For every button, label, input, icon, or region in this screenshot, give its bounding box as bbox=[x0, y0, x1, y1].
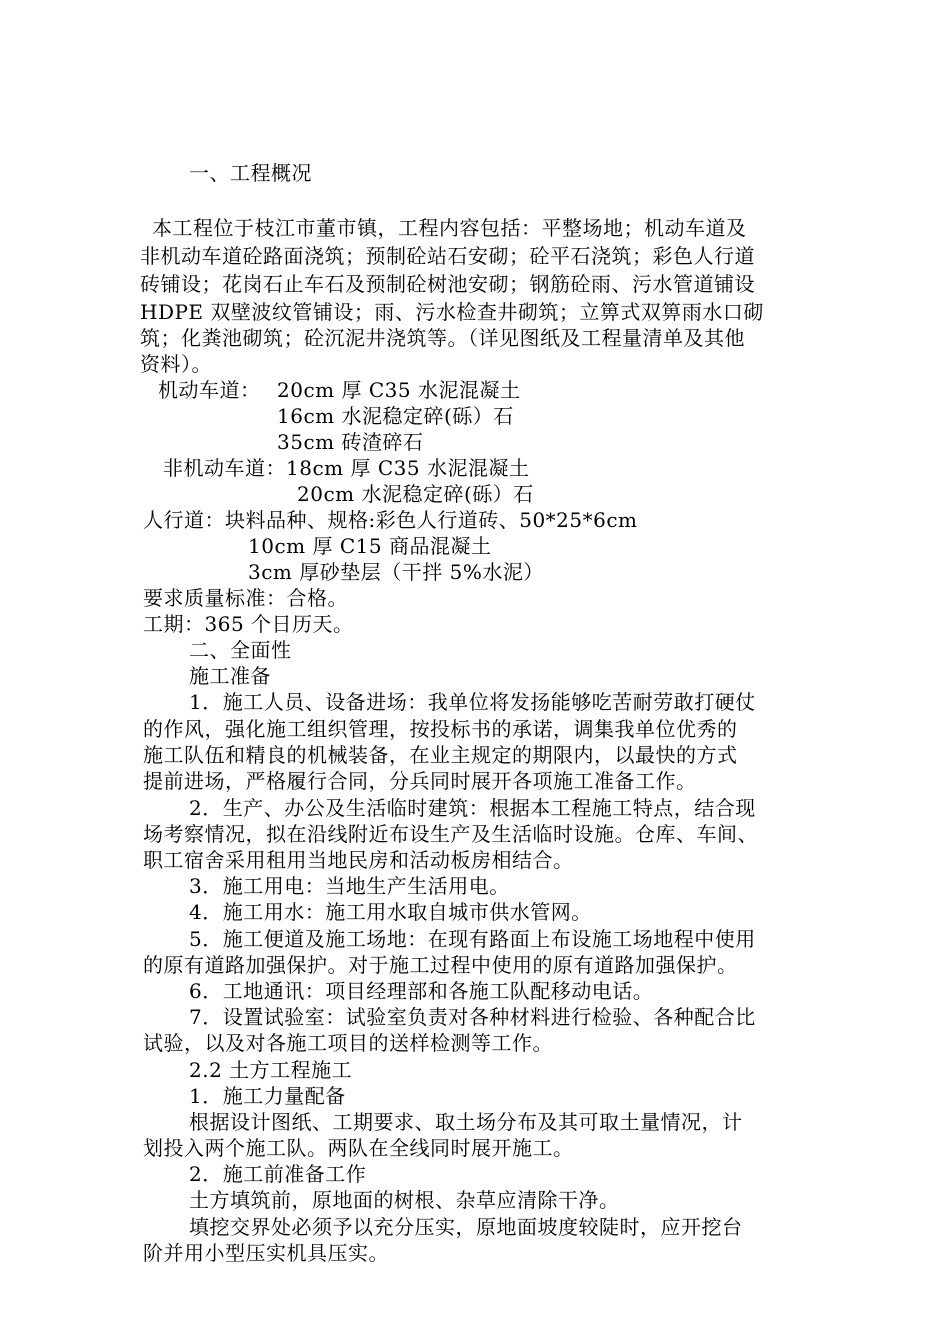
spec-line: 20cm 厚 C35 水泥混凝土 bbox=[277, 378, 521, 402]
paragraph-line: 6．工地通讯：项目经理部和各施工队配移动电话。 bbox=[189, 979, 654, 1003]
spec-label-motor-lane: 机动车道： bbox=[158, 378, 261, 402]
paragraph-line: 试验，以及对各施工项目的送样检测等工作。 bbox=[143, 1031, 553, 1055]
paragraph-line: 7．设置试验室：试验室负责对各种材料进行检验、各种配合比 bbox=[189, 1005, 756, 1029]
paragraph-line: HDPE 双壁波纹管铺设；雨、污水检查井砌筑；立箅式双箅雨水口砌 bbox=[140, 300, 764, 324]
paragraph-line: 划投入两个施工队。两队在全线同时展开施工。 bbox=[143, 1136, 574, 1160]
paragraph-line: 2．生产、办公及生活临时建筑：根据本工程施工特点，结合现 bbox=[189, 796, 756, 820]
subheading-earthwork: 2.2 土方工程施工 bbox=[189, 1058, 353, 1082]
subheading-workforce: 1．施工力量配备 bbox=[189, 1084, 346, 1108]
paragraph-line: 提前进场，严格履行合同，分兵同时展开各项施工准备工作。 bbox=[143, 769, 697, 793]
spec-line: 10cm 厚 C15 商品混凝土 bbox=[248, 534, 492, 558]
paragraph-line: 的原有道路加强保护。对于施工过程中使用的原有道路加强保护。 bbox=[143, 953, 738, 977]
construction-period: 工期：365 个日历天。 bbox=[143, 612, 354, 636]
paragraph-line: 砖铺设；花岗石止车石及预制砼树池安砌；钢筋砼雨、污水管道铺设 bbox=[140, 272, 755, 296]
paragraph-line: 职工宿舍采用租用当地民房和活动板房相结合。 bbox=[143, 848, 574, 872]
paragraph-line: 1．施工人员、设备进场：我单位将发扬能够吃苦耐劳敢打硬仗 bbox=[189, 690, 756, 714]
section-heading-project-overview: 一、工程概况 bbox=[189, 161, 312, 185]
spec-line: 3cm 厚砂垫层（干拌 5%水泥） bbox=[248, 560, 544, 584]
paragraph-line: 的作风，强化施工组织管理，按投标书的承诺，调集我单位优秀的 bbox=[143, 717, 738, 741]
paragraph-line: 场考察情况，拟在沿线附近布设生产及生活临时设施。仓库、车间、 bbox=[143, 822, 758, 846]
section-heading-comprehensive: 二、全面性 bbox=[189, 638, 292, 662]
spec-line: 16cm 水泥稳定碎(砾）石 bbox=[277, 404, 514, 428]
paragraph-line: 4．施工用水：施工用水取自城市供水管网。 bbox=[189, 900, 592, 924]
paragraph-line: 土方填筑前，原地面的树根、杂草应清除干净。 bbox=[189, 1188, 620, 1212]
paragraph-line: 本工程位于枝江市董市镇，工程内容包括：平整场地；机动车道及 bbox=[152, 216, 747, 240]
subheading-pre-work: 2．施工前准备工作 bbox=[189, 1162, 367, 1186]
spec-line-sidewalk: 人行道：块料品种、规格:彩色人行道砖、50*25*6cm bbox=[143, 508, 638, 532]
spec-line: 35cm 砖渣碎石 bbox=[277, 430, 424, 454]
spec-line: 20cm 水泥稳定碎(砾）石 bbox=[297, 482, 534, 506]
paragraph-line: 5．施工便道及施工场地：在现有路面上布设施工场地程中使用 bbox=[189, 927, 756, 951]
quality-standard: 要求质量标准：合格。 bbox=[143, 586, 348, 610]
spec-line-non-motor-lane: 非机动车道：18cm 厚 C35 水泥混凝土 bbox=[163, 456, 530, 480]
paragraph-line: 非机动车道砼路面浇筑；预制砼站石安砌；砼平石浇筑；彩色人行道 bbox=[140, 244, 755, 268]
subheading-preparation: 施工准备 bbox=[189, 664, 271, 688]
paragraph-line: 施工队伍和精良的机械装备，在业主规定的期限内，以最快的方式 bbox=[143, 743, 738, 767]
paragraph-line: 阶并用小型压实机具压实。 bbox=[143, 1241, 389, 1265]
paragraph-line: 根据设计图纸、工期要求、取土场分布及其可取土量情况，计 bbox=[189, 1110, 743, 1134]
paragraph-line: 3．施工用电：当地生产生活用电。 bbox=[189, 874, 510, 898]
paragraph-line: 资料）。 bbox=[140, 352, 212, 376]
paragraph-line: 填挖交界处必须予以充分压实，原地面坡度较陡时，应开挖台 bbox=[189, 1215, 743, 1239]
paragraph-line: 筑；化粪池砌筑；砼沉泥井浇筑等。（详见图纸及工程量清单及其他 bbox=[140, 326, 745, 350]
